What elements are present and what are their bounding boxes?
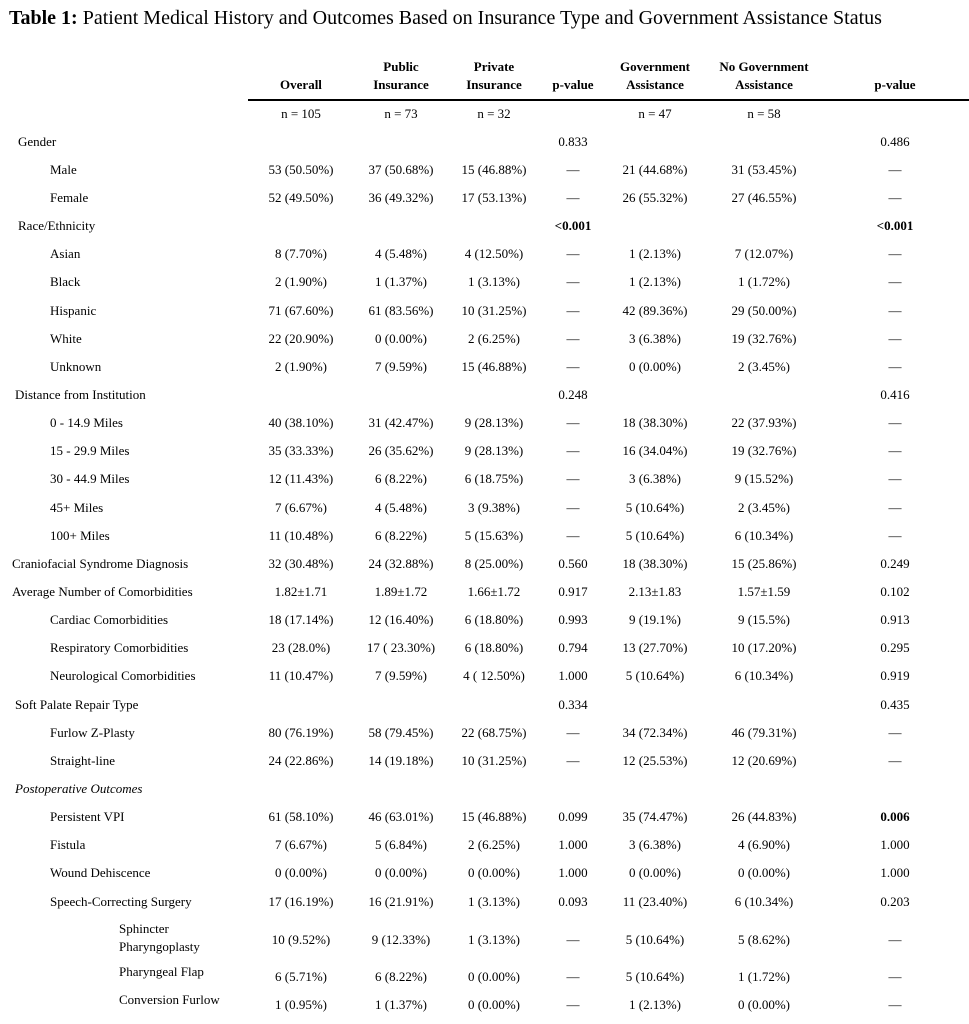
cell-nogov: 27 (46.55%) [731, 190, 797, 205]
cell-p1: 0.334 [558, 697, 588, 712]
row-label: Pharyngeal Flap [119, 964, 204, 979]
cell-public: 61 (83.56%) [368, 303, 434, 318]
count-private: n = 32 [477, 106, 511, 121]
cell-gov: 0 (0.00%) [629, 865, 681, 880]
cell-gov: 18 (38.30%) [622, 415, 688, 430]
table-row [0, 550, 969, 578]
cell-overall: 71 (67.60%) [268, 303, 334, 318]
cell-public: 7 (9.59%) [375, 668, 427, 683]
cell-private: 10 (31.25%) [461, 753, 527, 768]
table-row [0, 128, 969, 156]
row-label: Gender [18, 134, 57, 149]
cell-gov: 1 (2.13%) [629, 246, 681, 261]
row-label: 15 - 29.9 Miles [50, 443, 130, 458]
cell-p1: — [566, 753, 580, 768]
row-label: Female [50, 190, 89, 205]
cell-nogov: 4 (6.90%) [738, 837, 790, 852]
table-row [0, 963, 969, 991]
cell-public: 1 (1.37%) [375, 997, 427, 1012]
row-label: 45+ Miles [50, 500, 104, 515]
cell-private: 6 (18.80%) [464, 612, 524, 627]
cell-p1: 1.000 [558, 837, 588, 852]
cell-private: 0 (0.00%) [468, 865, 520, 880]
cell-p1: 0.993 [558, 612, 588, 627]
cell-p1: — [566, 274, 580, 289]
table-row [0, 578, 969, 606]
cell-nogov: 29 (50.00%) [731, 303, 797, 318]
count-overall: n = 105 [281, 106, 321, 121]
table-row [0, 634, 969, 662]
table-caption: Patient Medical History and Outcomes Based on Insurance Type and Government Assistance Status [77, 7, 882, 29]
cell-nogov: 19 (32.76%) [731, 443, 797, 458]
row-label: Fistula [50, 837, 86, 852]
cell-gov: 11 (23.40%) [622, 894, 688, 909]
row-label: Unknown [50, 359, 102, 374]
row-label: 100+ Miles [50, 528, 110, 543]
cell-public: 16 (21.91%) [368, 894, 434, 909]
cell-public: 6 (8.22%) [375, 528, 427, 543]
cell-private: 6 (18.80%) [464, 640, 524, 655]
cell-p1: — [566, 303, 580, 318]
cell-overall: 0 (0.00%) [275, 865, 327, 880]
cell-private: 15 (46.88%) [461, 359, 527, 374]
cell-private: 0 (0.00%) [468, 997, 520, 1012]
cell-nogov: 1 (1.72%) [738, 969, 790, 984]
cell-p2: — [888, 331, 902, 346]
cell-public: 46 (63.01%) [368, 809, 434, 824]
cell-overall: 17 (16.19%) [268, 894, 334, 909]
row-label: 30 - 44.9 Miles [50, 471, 130, 486]
cell-p1: — [566, 162, 580, 177]
table-row [0, 916, 969, 954]
cell-gov: 0 (0.00%) [629, 359, 681, 374]
cell-gov: 5 (10.64%) [625, 668, 685, 683]
row-label: Hispanic [50, 303, 97, 318]
cell-private: 3 (9.38%) [468, 500, 520, 515]
cell-p2: — [888, 528, 902, 543]
row-label: Cardiac Comorbidities [50, 612, 169, 627]
cell-p1: — [566, 443, 580, 458]
row-label: Male [50, 162, 77, 177]
table-row [0, 240, 969, 268]
cell-overall: 11 (10.47%) [268, 668, 334, 683]
cell-gov: 34 (72.34%) [622, 725, 688, 740]
table-row [0, 719, 969, 747]
header-pvalue-assistance: p-value [874, 77, 916, 92]
cell-p2: 1.000 [880, 865, 910, 880]
cell-nogov: 1.57±1.59 [737, 584, 791, 599]
cell-overall: 1 (0.95%) [275, 997, 327, 1012]
cell-p1: — [566, 725, 580, 740]
cell-private: 1.66±1.72 [467, 584, 521, 599]
table-row [0, 859, 969, 887]
cell-gov: 16 (34.04%) [622, 443, 688, 458]
cell-nogov: 9 (15.5%) [738, 612, 790, 627]
row-label: Respiratory Comorbidities [50, 640, 189, 655]
cell-p2: — [888, 415, 902, 430]
cell-nogov: 10 (17.20%) [731, 640, 797, 655]
cell-p2: — [888, 162, 902, 177]
cell-p2: 0.919 [880, 668, 910, 683]
cell-public: 12 (16.40%) [368, 612, 434, 627]
cell-p2: — [888, 725, 902, 740]
count-nogov: n = 58 [747, 106, 781, 121]
row-label: 0 - 14.9 Miles [50, 415, 123, 430]
table-row [0, 325, 969, 353]
cell-p1: — [566, 528, 580, 543]
cell-public: 36 (49.32%) [368, 190, 434, 205]
table-number: Table 1: [9, 7, 78, 29]
cell-overall: 11 (10.48%) [268, 528, 334, 543]
row-label: Black [50, 274, 81, 289]
cell-gov: 13 (27.70%) [622, 640, 688, 655]
cell-gov: 12 (25.53%) [622, 753, 688, 768]
cell-public: 0 (0.00%) [375, 865, 427, 880]
cell-gov: 1 (2.13%) [629, 997, 681, 1012]
cell-gov: 2.13±1.83 [628, 584, 682, 599]
cell-public: 31 (42.47%) [368, 415, 434, 430]
row-label: Sphincter Pharyngoplasty [119, 921, 200, 954]
cell-p2: 0.006 [880, 809, 910, 824]
row-label: Straight-line [50, 753, 115, 768]
cell-private: 10 (31.25%) [461, 303, 527, 318]
cell-p1: — [566, 415, 580, 430]
cell-public: 6 (8.22%) [375, 969, 427, 984]
table-row [0, 268, 969, 296]
cell-private: 9 (28.13%) [464, 443, 524, 458]
cell-nogov: 2 (3.45%) [738, 359, 790, 374]
cell-overall: 35 (33.33%) [268, 443, 334, 458]
count-gov: n = 47 [638, 106, 672, 121]
table-row [0, 888, 969, 916]
cell-nogov: 6 (10.34%) [734, 894, 794, 909]
cell-overall: 32 (30.48%) [268, 556, 334, 571]
cell-p1: <0.001 [554, 218, 592, 233]
cell-public: 24 (32.88%) [368, 556, 434, 571]
cell-public: 4 (5.48%) [375, 500, 427, 515]
cell-nogov: 15 (25.86%) [731, 556, 797, 571]
cell-overall: 22 (20.90%) [268, 331, 334, 346]
cell-public: 9 (12.33%) [371, 932, 431, 947]
cell-gov: 5 (10.64%) [625, 528, 685, 543]
table-row [0, 991, 969, 1019]
cell-overall: 61 (58.10%) [268, 809, 334, 824]
cell-nogov: 6 (10.34%) [734, 668, 794, 683]
table-row [0, 212, 969, 240]
cell-public: 0 (0.00%) [375, 331, 427, 346]
cell-p2: — [888, 500, 902, 515]
table-row [0, 662, 969, 690]
cell-overall: 10 (9.52%) [271, 932, 331, 947]
header-rule [248, 99, 969, 101]
cell-private: 15 (46.88%) [461, 809, 527, 824]
cell-p1: — [566, 471, 580, 486]
cell-p2: 0.913 [880, 612, 910, 627]
cell-overall: 2 (1.90%) [275, 359, 327, 374]
cell-gov: 1 (2.13%) [629, 274, 681, 289]
cell-p2: 0.203 [880, 894, 910, 909]
cell-private: 22 (68.75%) [461, 725, 527, 740]
row-label: Distance from Institution [15, 387, 146, 402]
cell-nogov: 5 (8.62%) [738, 932, 790, 947]
cell-overall: 1.82±1.71 [274, 584, 328, 599]
cell-overall: 6 (5.71%) [275, 969, 327, 984]
cell-p1: 0.099 [558, 809, 588, 824]
cell-nogov: 31 (53.45%) [731, 162, 797, 177]
row-label: Asian [50, 246, 81, 261]
cell-private: 17 (53.13%) [461, 190, 527, 205]
row-label: Conversion Furlow [119, 992, 220, 1007]
count-public: n = 73 [384, 106, 418, 121]
cell-private: 2 (6.25%) [468, 331, 520, 346]
table-row [0, 156, 969, 184]
cell-p2: — [888, 443, 902, 458]
table-row [0, 775, 969, 803]
cell-gov: 42 (89.36%) [622, 303, 688, 318]
table-row [0, 184, 969, 212]
row-label: Soft Palate Repair Type [15, 697, 139, 712]
header-pvalue-insurance: p-value [552, 77, 594, 92]
cell-nogov: 19 (32.76%) [731, 331, 797, 346]
cell-overall: 12 (11.43%) [268, 471, 334, 486]
cell-overall: 80 (76.19%) [268, 725, 334, 740]
cell-p1: — [566, 500, 580, 515]
cell-p1: — [566, 190, 580, 205]
cell-p2: 0.435 [880, 697, 910, 712]
table-row [0, 437, 969, 465]
table-row [0, 297, 969, 325]
cell-public: 58 (79.45%) [368, 725, 434, 740]
row-label: Neurological Comorbidities [50, 668, 196, 683]
cell-public: 7 (9.59%) [375, 359, 427, 374]
cell-gov: 3 (6.38%) [629, 837, 681, 852]
cell-p1: 1.000 [558, 668, 588, 683]
cell-p1: — [566, 969, 580, 984]
cell-p2: 0.249 [880, 556, 910, 571]
cell-p2: 0.416 [880, 387, 910, 402]
header-public: Public Insurance [373, 59, 429, 92]
cell-p1: 0.560 [558, 556, 588, 571]
cell-p1: — [566, 331, 580, 346]
row-label: Race/Ethnicity [18, 218, 96, 233]
cell-p2: — [888, 969, 902, 984]
cell-public: 5 (6.84%) [375, 837, 427, 852]
cell-overall: 2 (1.90%) [275, 274, 327, 289]
cell-nogov: 9 (15.52%) [734, 471, 794, 486]
cell-p1: — [566, 359, 580, 374]
cell-gov: 35 (74.47%) [622, 809, 688, 824]
cell-nogov: 26 (44.83%) [731, 809, 797, 824]
cell-overall: 8 (7.70%) [275, 246, 327, 261]
row-label: Persistent VPI [50, 809, 125, 824]
cell-p1: 1.000 [558, 865, 588, 880]
cell-gov: 9 (19.1%) [629, 612, 681, 627]
cell-gov: 5 (10.64%) [625, 932, 685, 947]
cell-p2: 0.295 [880, 640, 910, 655]
cell-p2: — [888, 359, 902, 374]
cell-p2: — [888, 274, 902, 289]
cell-public: 4 (5.48%) [375, 246, 427, 261]
cell-overall: 7 (6.67%) [275, 837, 327, 852]
cell-nogov: 6 (10.34%) [734, 528, 794, 543]
cell-p1: 0.093 [558, 894, 588, 909]
cell-gov: 3 (6.38%) [629, 471, 681, 486]
row-label: White [50, 331, 82, 346]
cell-private: 6 (18.75%) [464, 471, 524, 486]
cell-private: 5 (15.63%) [464, 528, 524, 543]
cell-nogov: 12 (20.69%) [731, 753, 797, 768]
table-row [0, 353, 969, 381]
cell-p2: 1.000 [880, 837, 910, 852]
cell-p2: — [888, 246, 902, 261]
cell-p2: — [888, 753, 902, 768]
table-row [0, 691, 969, 719]
cell-private: 4 ( 12.50%) [463, 668, 525, 683]
cell-private: 8 (25.00%) [464, 556, 524, 571]
cell-overall: 18 (17.14%) [268, 612, 334, 627]
cell-p2: 0.102 [880, 584, 910, 599]
table-row [0, 522, 969, 550]
cell-p2: 0.486 [880, 134, 910, 149]
cell-p2: — [888, 997, 902, 1012]
cell-p1: — [566, 246, 580, 261]
table-row [0, 494, 969, 522]
cell-public: 26 (35.62%) [368, 443, 434, 458]
cell-nogov: 0 (0.00%) [738, 865, 790, 880]
header-nogov: No Government Assistance [719, 59, 809, 92]
header-private: Private Insurance [466, 59, 522, 92]
cell-overall: 53 (50.50%) [268, 162, 334, 177]
cell-nogov: 22 (37.93%) [731, 415, 797, 430]
cell-p1: 0.917 [558, 584, 588, 599]
cell-p1: — [566, 997, 580, 1012]
cell-gov: 21 (44.68%) [622, 162, 688, 177]
cell-gov: 18 (38.30%) [622, 556, 688, 571]
cell-public: 17 ( 23.30%) [366, 640, 436, 655]
cell-gov: 5 (10.64%) [625, 500, 685, 515]
cell-private: 1 (3.13%) [468, 932, 520, 947]
row-label: Craniofacial Syndrome Diagnosis [12, 556, 189, 571]
cell-private: 1 (3.13%) [468, 274, 520, 289]
header-overall: Overall [280, 77, 322, 92]
cell-p1: 0.248 [558, 387, 588, 402]
cell-nogov: 2 (3.45%) [738, 500, 790, 515]
cell-nogov: 7 (12.07%) [734, 246, 794, 261]
cell-nogov: 46 (79.31%) [731, 725, 797, 740]
cell-overall: 52 (49.50%) [268, 190, 334, 205]
cell-p2: — [888, 471, 902, 486]
cell-p2: — [888, 303, 902, 318]
row-label: Wound Dehiscence [50, 865, 151, 880]
cell-private: 0 (0.00%) [468, 969, 520, 984]
row-label: Furlow Z-Plasty [50, 725, 135, 740]
cell-p2: <0.001 [876, 218, 914, 233]
table-row [0, 803, 969, 831]
table-row [0, 606, 969, 634]
table-row [0, 409, 969, 437]
cell-private: 4 (12.50%) [464, 246, 524, 261]
cell-overall: 40 (38.10%) [268, 415, 334, 430]
cell-gov: 5 (10.64%) [625, 969, 685, 984]
cell-public: 1 (1.37%) [375, 274, 427, 289]
cell-p1: — [566, 932, 580, 947]
row-label: Average Number of Comorbidities [12, 584, 193, 599]
cell-private: 1 (3.13%) [468, 894, 520, 909]
cell-public: 37 (50.68%) [368, 162, 434, 177]
cell-private: 15 (46.88%) [461, 162, 527, 177]
row-label: Speech-Correcting Surgery [50, 894, 192, 909]
cell-public: 14 (19.18%) [368, 753, 434, 768]
table-row [0, 831, 969, 859]
row-label: Postoperative Outcomes [15, 781, 143, 796]
cell-gov: 3 (6.38%) [629, 331, 681, 346]
table-row [0, 381, 969, 409]
cell-public: 1.89±1.72 [374, 584, 428, 599]
table-row [0, 465, 969, 493]
cell-overall: 24 (22.86%) [268, 753, 334, 768]
cell-nogov: 1 (1.72%) [738, 274, 790, 289]
cell-gov: 26 (55.32%) [622, 190, 688, 205]
header-gov: Government Assistance [619, 59, 691, 92]
cell-p2: — [888, 932, 902, 947]
cell-overall: 23 (28.0%) [271, 640, 331, 655]
cell-public: 6 (8.22%) [375, 471, 427, 486]
cell-nogov: 0 (0.00%) [738, 997, 790, 1012]
cell-p1: 0.794 [558, 640, 588, 655]
table-title [9, 6, 954, 30]
cell-p2: — [888, 190, 902, 205]
cell-overall: 7 (6.67%) [275, 500, 327, 515]
table-row [0, 747, 969, 775]
cell-p1: 0.833 [558, 134, 588, 149]
cell-private: 2 (6.25%) [468, 837, 520, 852]
cell-private: 9 (28.13%) [464, 415, 524, 430]
